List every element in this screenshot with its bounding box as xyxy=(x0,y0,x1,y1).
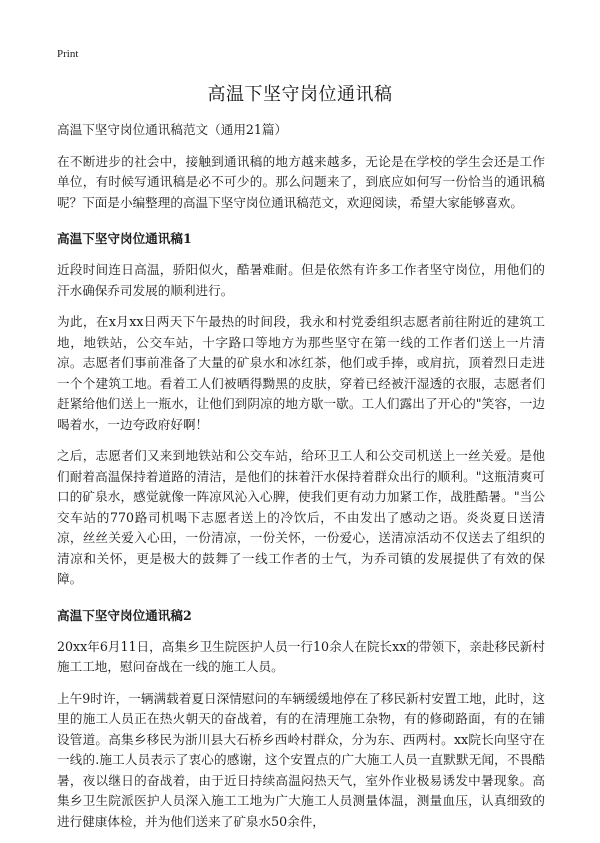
intro-paragraph: 在不断进步的社会中，接触到通讯稿的地方越来越多，无论是在学校的学生会还是工作单位，有时候写通讯稿是必不可少的。那么问题来了，到底应如何写一份恰当的通讯稿呢？下面是小编整理的高温下坚守岗位通讯稿范文，欢迎阅读，希望大家能够喜欢。 xyxy=(57,153,545,210)
section1-paragraph-3: 之后，志愿者们又来到地铁站和公交车站，给环卫工人和公交司机送上一丝关爱。是他们耐着高温保持着道路的清洁，是他们的抹着汗水保持着群众出行的顺利。"这瓶清爽可口的矿泉水，感觉就像一阵凉风沁入心脾，使我们更有动力加紧工作，战胜酷暑。"当公交车站的770路司机喝下志愿者送上的冷饮后，不由发出了感动之语。炎炎夏日送清凉，丝丝关爱入心田，一份清凉，一份关怀，一份爱心，送清凉活动不仅送去了组织的清凉和关怀，更是极大的鼓舞了一线工作者的士气，为乔司镇的发展提供了有效的保障。 xyxy=(57,448,545,586)
section2-paragraph-1: 20xx年6月11日，高集乡卫生院医护人员一行10余人在院长xx的带领下，亲赴移民新村施工工地，慰问奋战在一线的施工人员。 xyxy=(57,638,545,674)
print-label: Print xyxy=(57,48,79,60)
section1-paragraph-2: 为此，在x月xx日两天下午最热的时间段，我永和村党委组织志愿者前往附近的建筑工地，地铁站，公交车站，十字路口等地方为那些坚守在第一线的工作者们送上一片清凉。志愿者们事前准备了大量的矿泉水和冰红茶，他们或手捧，或肩抗，顶着烈日走进一个个建筑工地。看着工人们被晒得黝黑的皮肤，穿着已经被汗湿透的衣服，志愿者们赶紧给他们送上一瓶水，让他们到阴凉的地方歇一歇。工人们露出了开心的"笑容，一边喝着水，一边夸政府好啊！ xyxy=(57,314,545,432)
section-heading-2: 高温下坚守岗位通讯稿2 xyxy=(57,607,192,623)
page-title: 高温下坚守岗位通讯稿 xyxy=(207,84,393,105)
section2-paragraph-2: 上午9时许，一辆满载着夏日深情慰问的车辆缓缓地停在了移民新村安置工地，此时，这里的施工人员正在热火朝天的奋战着，有的在清理施工杂物，有的修砌路面，有的在铺设管道。高集乡移民为浙川县大石桥乡西岭村群众，分为东、西两村。xx院长向坚守在一线的.施工人员表示了衷心的感谢，这个安置点的广大施工人员一直默默无闻，不畏酷暑，夜以继日的奋战着，由于近日持续高温闷热天气，室外作业极易诱发中暑现象。高集乡卫生院派医护人员深入施工工地为广大施工人员测量体温，测量血压，认真细致的进行健康体检，并为他们送来了矿泉水50余件， xyxy=(57,690,545,829)
document-body xyxy=(57,120,545,843)
section-heading-1: 高温下坚守岗位通讯稿1 xyxy=(57,231,192,246)
section1-paragraph-1: 近段时间连日高温，骄阳似火，酷暑难耐。但是依然有许多工作者坚守岗位，用他们的汗水确保乔司发展的顺利进行。 xyxy=(57,262,545,298)
document-subtitle: 高温下坚守岗位通讯稿范文（通用21篇） xyxy=(57,122,288,137)
